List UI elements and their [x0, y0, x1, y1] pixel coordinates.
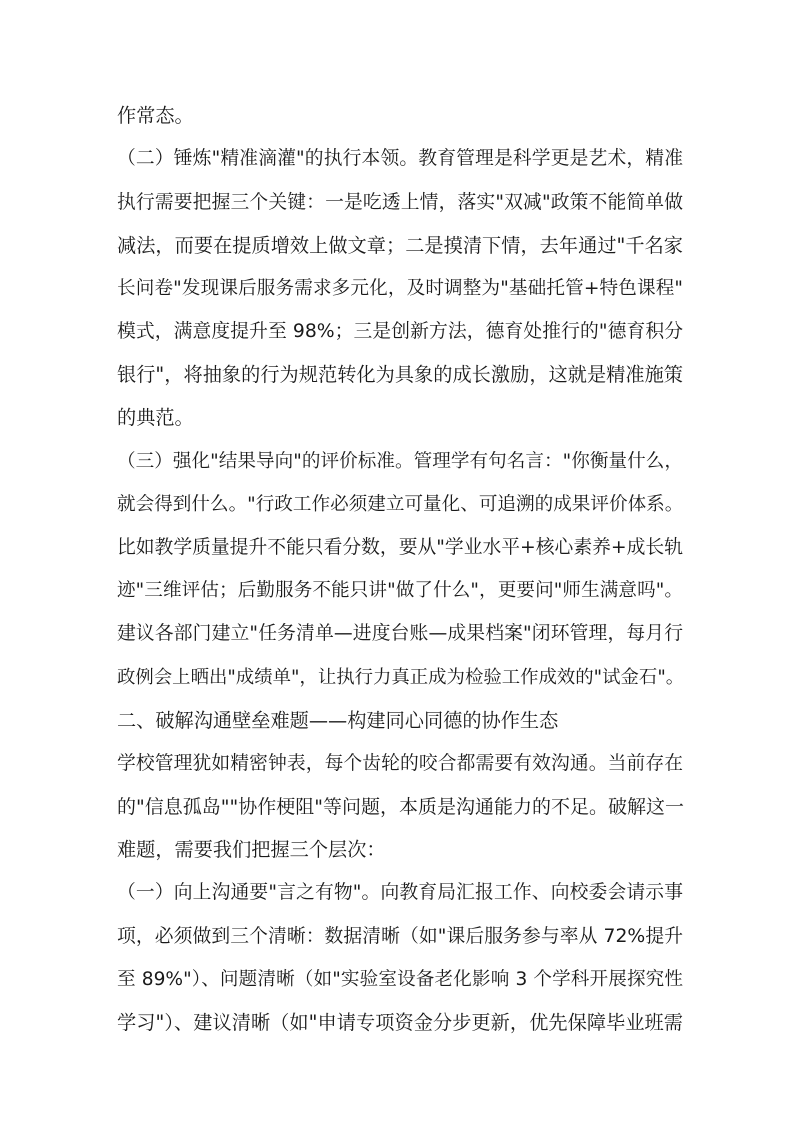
- text-line: 银行"，将抽象的行为规范转化为具象的成长激励，这就是精准施策: [117, 363, 683, 386]
- text-line: 至 89%"）、问题清晰（如"实验室设备老化影响 3 个学科开展探究性: [117, 969, 683, 990]
- text-line: 难题，需要我们把握三个层次：: [117, 838, 386, 861]
- text-line: 作常态。: [117, 104, 194, 127]
- text-line: （一）向上沟通要"言之有物"。向教育局汇报工作、向校委会请示事: [117, 882, 683, 903]
- text-line: 的典范。: [117, 406, 194, 429]
- text-line: 模式，满意度提升至 98%；三是创新方法，德育处推行的"德育积分: [117, 321, 683, 342]
- text-line: （三）强化"结果导向"的评价标准。管理学有句名言："你衡量什么，: [117, 451, 683, 472]
- text-line: （二）锤炼"精准滴灌"的执行本领。教育管理是科学更是艺术，精准: [117, 148, 683, 169]
- text-line: 项，必须做到三个清晰：数据清晰（如"课后服务参与率从 72%提升: [117, 926, 683, 947]
- text-line: 学校管理犹如精密钟表，每个齿轮的咬合都需要有效沟通。当前存在: [117, 753, 683, 774]
- text-line: 就会得到什么。"行政工作必须建立可量化、可追溯的成果评价体系。: [117, 494, 684, 515]
- text-line: 学习"）、建议清晰（如"申请专项资金分步更新，优先保障毕业班需: [117, 1011, 683, 1034]
- text-line: 执行需要把握三个关键：一是吃透上情，落实"双减"政策不能简单做: [117, 192, 683, 213]
- text-line: 迹"三维评估；后勤服务不能只讲"做了什么"，更要问"师生满意吗"。: [117, 580, 683, 601]
- text-line: 比如教学质量提升不能只看分数，要从"学业水平+核心素养+成长轨: [117, 537, 683, 558]
- text-line: 建议各部门建立"任务清单—进度台账—成果档案"闭环管理，每月行: [117, 623, 683, 644]
- text-line: 长问卷"发现课后服务需求多元化，及时调整为"基础托管+特色课程": [117, 278, 683, 299]
- text-line: 政例会上晒出"成绩单"，让执行力真正成为检验工作成效的"试金石"。: [117, 667, 685, 688]
- text-line: 的"信息孤岛""协作梗阻"等问题，本质是沟通能力的不足。破解这一: [117, 796, 684, 818]
- section-heading: 二、破解沟通壁垒难题——构建同心同德的协作生态: [117, 709, 559, 732]
- text-line: 减法，而要在提质增效上做文章；二是摸清下情，去年通过"千名家: [117, 234, 683, 257]
